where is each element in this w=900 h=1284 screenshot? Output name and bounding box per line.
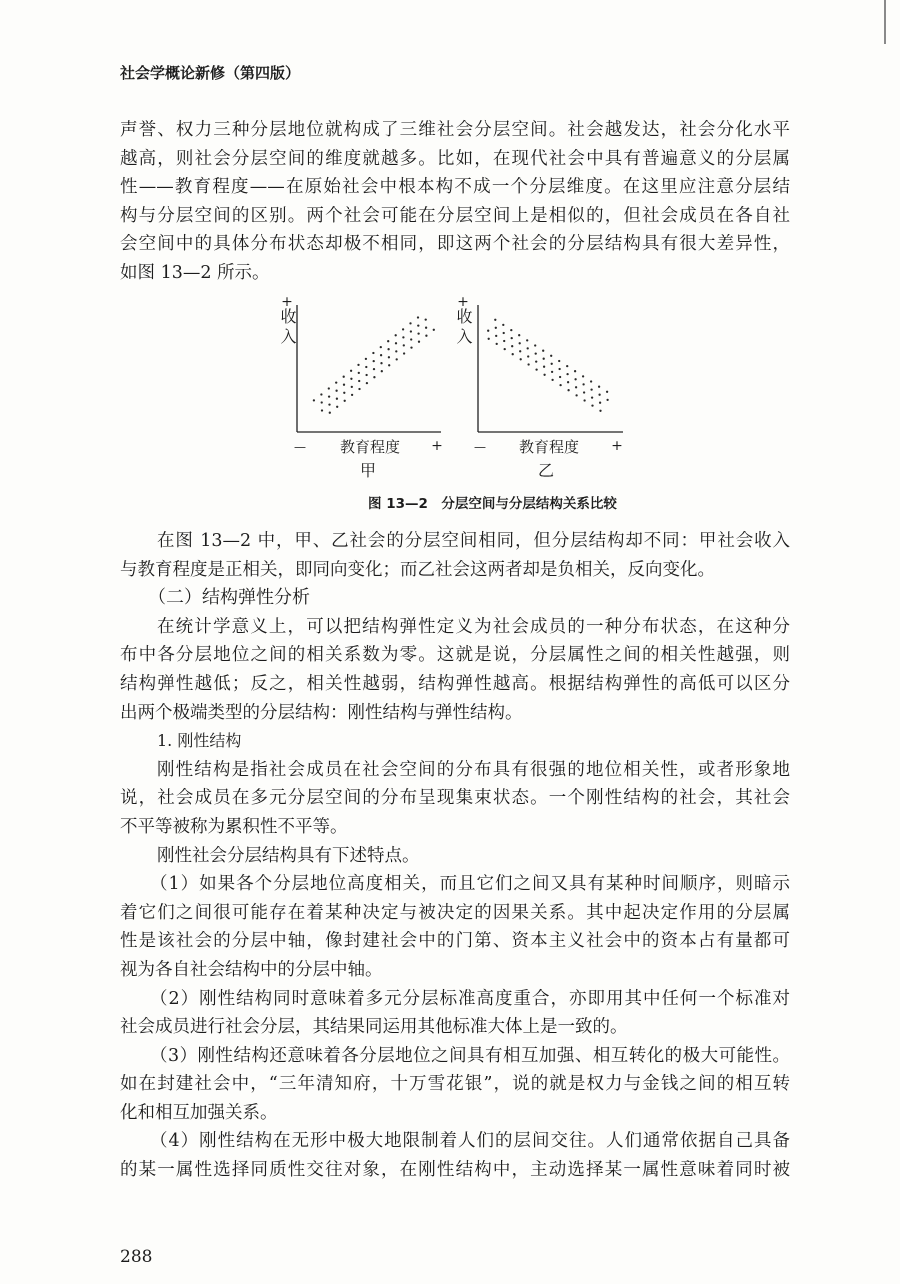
x-axis-minus-sign: —: [474, 440, 486, 454]
x-axis-label: 教育程度: [519, 438, 580, 456]
scatter-dot: [495, 327, 497, 329]
scatter-dot: [518, 334, 520, 336]
panel-label-jia: 甲: [360, 461, 377, 480]
scatter-dot: [343, 376, 345, 378]
page-number: 288: [120, 1247, 153, 1267]
running-header: 社会学概论新修（第四版）: [120, 64, 301, 82]
scatter-dot: [417, 332, 419, 334]
scatter-dot: [395, 334, 397, 336]
scatter-dot: [503, 332, 505, 334]
paragraph-line: 出两个极端类型的分层结构：刚性结构与弹性结构。: [120, 702, 523, 723]
paragraph: [120, 116, 790, 288]
scatter-dot: [365, 374, 367, 376]
scatter-dot: [388, 356, 390, 358]
scatter-dot: [598, 386, 600, 388]
scatter-dot: [433, 329, 435, 331]
scatter-dot: [512, 353, 514, 355]
paragraph-line: 着它们之间很可能存在着某种决定与被决定的因果关系。其中起决定作用的分层属: [120, 902, 790, 923]
scatter-dot: [487, 330, 489, 332]
scatter-dot: [582, 383, 584, 385]
scatter-dot: [551, 379, 553, 381]
scatter-dot: [534, 344, 536, 346]
scatter-dot: [566, 365, 568, 367]
scatter-dot: [365, 358, 367, 360]
scatter-dot: [358, 372, 360, 374]
x-axis-minus-sign: —: [294, 440, 306, 454]
x-axis-plus-sign: +: [611, 438, 623, 454]
paragraph-line: 在图 13—2 中，甲、乙社会的分层空间相同，但分层结构却不同：甲社会收入: [157, 531, 790, 551]
paragraph-line: 构与分层空间的区别。两个社会可能在分层空间上是相似的，但社会成员在各自社: [120, 205, 790, 226]
scatter-dot: [543, 366, 545, 368]
scatter-dot: [574, 370, 576, 372]
scatter-dots: [313, 316, 435, 414]
scatter-dot: [567, 381, 569, 383]
scatter-dots: [487, 319, 609, 412]
scatter-dot: [494, 319, 496, 321]
scatter-dot: [321, 409, 323, 411]
scatter-dot: [425, 318, 427, 320]
scatter-dot: [583, 399, 585, 401]
scatter-dot: [550, 355, 552, 357]
scatter-dot: [351, 386, 353, 388]
paragraph-line: 会空间中的具体分布状态却极不相同，即这两个社会的分层结构具有很大差异性，: [120, 234, 790, 255]
paragraph-line: 在统计学意义上，可以把结构弹性定义为社会成员的一种分布状态，在这种分: [157, 616, 790, 637]
subsection-heading: 1. 刚性结构: [157, 731, 242, 751]
scatter-dot: [410, 338, 412, 340]
scatter-dot: [381, 370, 383, 372]
scatter-dot: [520, 358, 522, 360]
paragraph-line: 声誉、权力三种分层地位就构成了三维社会分层空间。社会越发达，社会分化水平: [120, 120, 790, 140]
scatter-dot: [590, 380, 592, 382]
scatter-dot: [559, 376, 561, 378]
body-text-main: [120, 527, 790, 1185]
scatter-dot: [380, 346, 382, 348]
scatter-dot: [417, 324, 419, 326]
scatter-dot: [403, 352, 405, 354]
scatter-dot: [535, 352, 537, 354]
scatter-dot: [542, 350, 544, 352]
numbered-paragraph: [120, 985, 790, 1042]
scatter-dot: [387, 348, 389, 350]
figure-panel-yi: [478, 305, 623, 432]
scatter-dot: [321, 401, 323, 403]
scatter-dot: [511, 345, 513, 347]
scatter-dot: [527, 347, 529, 349]
paragraph-line: （4）刚性结构在无形中极大地限制着人们的层间交往。人们通常依据自己具备: [150, 1131, 790, 1152]
scatter-dot: [527, 363, 529, 365]
scatter-dot: [395, 350, 397, 352]
scatter-dot: [590, 388, 592, 390]
scatter-dot: [343, 392, 345, 394]
body-text-top: [120, 116, 790, 288]
scatter-dot: [358, 380, 360, 382]
paragraph-line: （3）刚性结构还意味着各分层地位之间具有相互加强、相互转化的极大可能性。: [150, 1045, 790, 1066]
scatter-dot: [606, 391, 608, 393]
paragraph-line: 结构弹性越低；反之，相关性越弱，结构弹性越高。根据结构弹性的高低可以区分: [120, 673, 790, 694]
scatter-dot: [591, 404, 593, 406]
paragraph-line: 性是该社会的分层中轴，像封建社会中的门第、资本主义社会中的资本占有量都可: [120, 931, 790, 952]
paragraph-line: 性——教育程度——在原始社会中根本构不成一个分层维度。在这里应注意分层结: [120, 177, 790, 198]
scatter-dot: [350, 378, 352, 380]
scatter-dot: [591, 396, 593, 398]
paragraph-line: 化和相互加强关系。: [120, 1102, 278, 1123]
scatter-dot: [329, 412, 331, 414]
scatter-dot: [402, 336, 404, 338]
scatter-dot: [344, 400, 346, 402]
scatter-dot: [313, 399, 315, 401]
scan-edge-line: [884, 0, 886, 44]
numbered-paragraph: [120, 870, 790, 984]
scatter-dot: [606, 399, 608, 401]
scatter-dot: [380, 354, 382, 356]
scatter-dot: [388, 364, 390, 366]
scatter-dot: [335, 381, 337, 383]
paragraph-line: （2）刚性结构同时意味着多元分层标准高度重合，亦即用其中任何一个标准对: [150, 988, 790, 1009]
numbered-paragraph: [120, 1127, 790, 1184]
scatter-dot: [373, 360, 375, 362]
scatter-dot: [510, 329, 512, 331]
scatter-dot: [373, 376, 375, 378]
x-axis-plus-sign: +: [431, 438, 443, 454]
paragraph-line: 如在封建社会中，“三年清知府，十万雪花银”，说的就是权力与金钱之间的相互转: [120, 1074, 790, 1095]
scatter-dot: [582, 375, 584, 377]
scatter-dot: [387, 340, 389, 342]
paragraph: [120, 613, 790, 727]
scatter-dot: [559, 384, 561, 386]
scatter-dot: [425, 327, 427, 329]
scatter-dot: [396, 358, 398, 360]
paragraph-line: 社会成员进行社会分层，其结果同运用其他标准大体上是一致的。: [120, 1017, 628, 1038]
scatter-dot: [380, 362, 382, 364]
scatter-dot: [373, 368, 375, 370]
scatter-dot: [511, 337, 513, 339]
scatter-dot: [372, 352, 374, 354]
scatter-dot: [575, 386, 577, 388]
scatter-dot: [417, 316, 419, 318]
scatter-dot: [365, 366, 367, 368]
y-axis-label: 收入: [454, 308, 473, 348]
paragraph-line: 刚性结构是指社会成员在社会空间的分布具有很强的地位相关性，或者形象地: [157, 759, 790, 780]
scatter-dot: [336, 406, 338, 408]
scatter-dot: [543, 374, 545, 376]
scatter-dot: [402, 328, 404, 330]
scatter-dot: [526, 339, 528, 341]
scatter-dot: [425, 335, 427, 337]
scatter-dot: [343, 384, 345, 386]
scatter-dot: [351, 394, 353, 396]
paragraph-line: 视为各自社会结构中的分层中轴。: [120, 959, 383, 980]
scatter-dot: [328, 395, 330, 397]
paragraph-line: 布中各分层地位之间的相关系数为零。这就是说，分层属性之间的相关性越强，则: [120, 645, 790, 666]
scatter-dot: [403, 344, 405, 346]
scatter-dot: [543, 358, 545, 360]
scatter-dot: [519, 350, 521, 352]
scatter-dot: [599, 410, 601, 412]
scatter-dot: [335, 390, 337, 392]
scatter-dot: [488, 338, 490, 340]
scatter-dot: [558, 360, 560, 362]
scatter-dot: [336, 398, 338, 400]
scatter-dot: [527, 355, 529, 357]
figure-caption: 图 13—2 分层空间与分层结构关系比较: [368, 496, 617, 512]
paragraph-line: 的某一属性选择同质性交往对象，在刚性结构中，主动选择某一属性意味着同时被: [120, 1160, 790, 1181]
paragraph: [120, 756, 790, 842]
scatter-dot: [495, 335, 497, 337]
y-axis-plus-sign: +: [457, 294, 469, 310]
scatter-dot: [519, 342, 521, 344]
scatter-dot: [410, 346, 412, 348]
scatter-dot: [575, 394, 577, 396]
paragraph-line: 不平等被称为累积性不平等。: [120, 816, 348, 837]
scatter-dot: [574, 378, 576, 380]
scatter-dot: [496, 343, 498, 345]
paragraph: [120, 842, 790, 871]
scatter-dot: [583, 391, 585, 393]
paragraph-line: （1）如果各个分层地位高度相关，而且它们之间又具有某种时间顺序，则暗示: [150, 874, 790, 895]
scatter-dot: [504, 348, 506, 350]
paragraph-line: 如图 13—2 所示。: [120, 262, 270, 283]
scatter-dot: [558, 368, 560, 370]
scatter-dot: [410, 330, 412, 332]
scatter-dot: [599, 402, 601, 404]
scatter-dot: [598, 394, 600, 396]
scatter-dot: [502, 324, 504, 326]
section-heading: （二）结构弹性分析: [148, 587, 310, 609]
scatter-dot: [567, 389, 569, 391]
scatter-dot: [566, 373, 568, 375]
scatter-dot: [503, 340, 505, 342]
scatter-dot: [358, 388, 360, 390]
paragraph-line: 刚性社会分层结构具有下述特点。: [157, 845, 420, 866]
scatter-dot: [328, 403, 330, 405]
scatter-dot: [409, 322, 411, 324]
scatter-dot: [395, 342, 397, 344]
paragraph-line: 与教育程度是正相关，即同向变化；而乙社会这两者却是负相关，反向变化。: [120, 559, 715, 580]
scatter-dot: [535, 360, 537, 362]
scatter-dot: [350, 370, 352, 372]
panel-label-yi: 乙: [538, 461, 555, 480]
scatter-dot: [320, 393, 322, 395]
paragraph-line: 越高，则社会分层空间的维度就越多。比如，在现代社会中具有普遍意义的分层属: [120, 148, 790, 169]
scatter-dot: [328, 387, 330, 389]
scatter-dot: [366, 382, 368, 384]
scatter-dot: [418, 341, 420, 343]
scatter-dot: [535, 368, 537, 370]
scatter-dot: [551, 371, 553, 373]
y-axis-plus-sign: +: [281, 294, 293, 310]
y-axis-label: 收入: [278, 308, 297, 348]
paragraph-line: 说，社会成员在多元分层空间的分布呈现集束状态。一个刚性结构的社会，其社会: [120, 788, 790, 809]
x-axis-label: 教育程度: [340, 438, 401, 456]
scatter-dot: [551, 363, 553, 365]
paragraph: [120, 527, 790, 584]
figure-panel-jia: [297, 305, 441, 432]
scatter-dot: [357, 364, 359, 366]
numbered-paragraph: [120, 1042, 790, 1128]
